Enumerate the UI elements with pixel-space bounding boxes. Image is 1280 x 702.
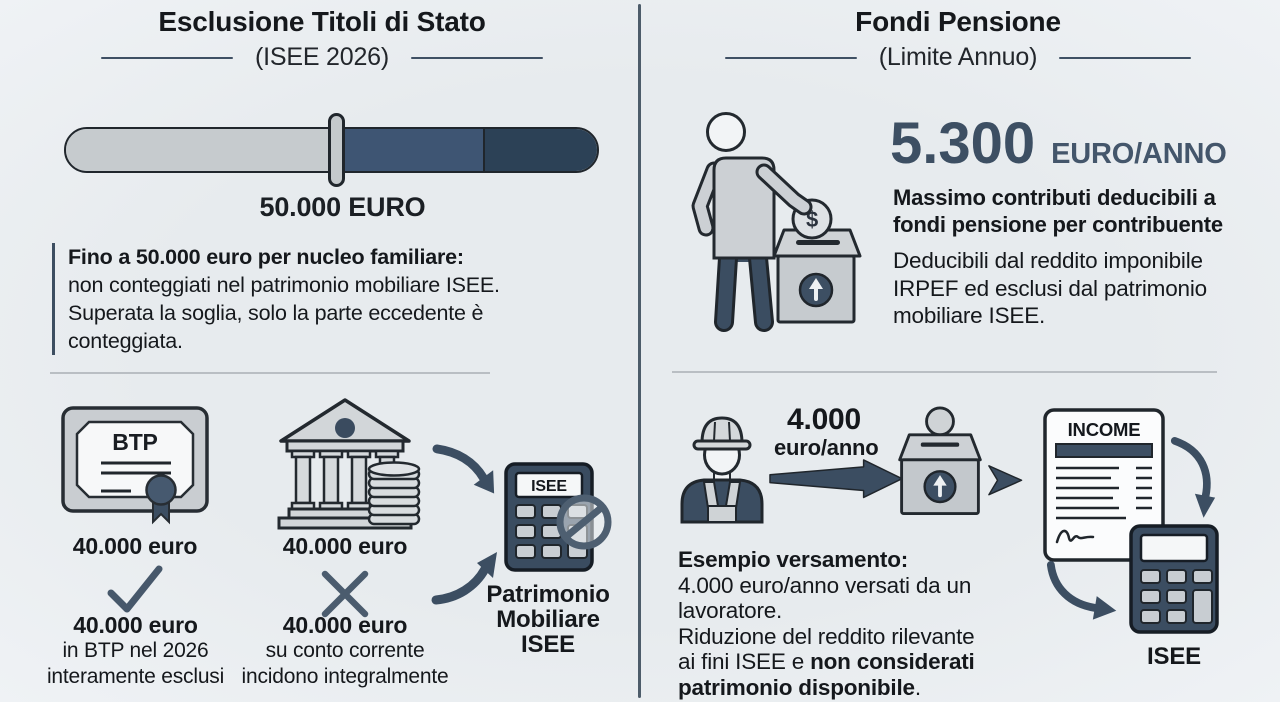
example-line: ai fini ISEE e non considerati [678, 649, 975, 675]
example-lead: Esempio versamento: [678, 547, 909, 572]
max-label-line: fondi pensione per contribuente [893, 212, 1223, 237]
left-panel-subtitle: (ISEE 2026) [255, 43, 389, 71]
curved-arrow-right-icon [1044, 560, 1128, 623]
right-panel-title: Fondi Pensione [855, 6, 1061, 37]
subtitle-rule-left [101, 57, 233, 59]
max-label-line: Massimo contributi deducibili a [893, 185, 1216, 210]
isee-calculator-icon [1128, 523, 1220, 635]
btp-result-block [28, 612, 243, 690]
caption-line: Patrimonio [486, 581, 610, 608]
calculator-display-label: ISEE [531, 478, 567, 495]
btp-result-lead: 40.000 euro [73, 612, 198, 638]
subtitle-rule-right [1059, 57, 1191, 59]
bank-icon [271, 397, 419, 531]
left-section-divider [50, 372, 490, 374]
coin-stack-icon [369, 463, 419, 525]
right-section-divider [672, 371, 1217, 373]
left-panel-subtitle-row [22, 43, 622, 72]
bank-result-block [232, 612, 458, 690]
curved-arrow-down-icon [1168, 437, 1218, 524]
example-line: lavoratore. [678, 598, 783, 624]
example-text-block [678, 547, 1033, 701]
example-line: patrimonio disponibile. [678, 674, 921, 700]
btp-amount: 40.000 euro [72, 533, 198, 559]
btp-result-line: interamente esclusi [46, 665, 225, 688]
subtitle-rule-right [411, 57, 543, 59]
document-title: INCOME [1067, 419, 1141, 440]
bank-result-line: incidono integralmente [241, 665, 449, 688]
btp-result-line: in BTP nel 2026 [62, 639, 209, 662]
panel-divider [638, 4, 641, 698]
example-amount [774, 403, 879, 460]
bank-result-line: su conto corrente [265, 639, 425, 662]
certificate-label: BTP [112, 429, 158, 455]
certificate-icon [59, 403, 211, 523]
right-panel-subtitle: (Limite Annuo) [878, 43, 1038, 71]
coin-symbol: $ [805, 207, 819, 232]
person-deposit-icon [676, 106, 881, 336]
isee-caption: ISEE [1147, 643, 1201, 670]
example-line: Riduzione del reddito rilevante [678, 623, 975, 649]
ribbon-seal-icon [147, 476, 176, 523]
bank-amount: 40.000 euro [282, 533, 408, 559]
caption-line: ISEE [521, 631, 575, 658]
right-panel-subtitle-row [658, 43, 1258, 72]
example-amount-unit: euro/anno [774, 435, 879, 460]
checkmark-icon [105, 563, 165, 615]
annual-limit-unit: EURO/ANNO [1051, 138, 1227, 170]
bank-result-lead: 40.000 euro [282, 612, 408, 638]
caption-line: Mobiliare [496, 606, 600, 633]
desc-line: mobiliare ISEE. [893, 303, 1046, 328]
curved-arrow-top-icon [432, 445, 498, 507]
slider-segment-below-threshold [66, 129, 337, 171]
example-amount-value: 4.000 [786, 403, 862, 436]
donation-box-icon [774, 230, 860, 322]
left-panel-title: Esclusione Titoli di Stato [158, 6, 486, 37]
note-line: non conteggiati nel patrimonio mobiliare ISEE. [68, 273, 500, 297]
chevron-arrow-icon [986, 462, 1036, 499]
desc-line: IRPEF ed esclusi dal patrimonio [893, 275, 1207, 301]
left-note-block [52, 243, 532, 355]
isee-outcome-caption [480, 582, 616, 657]
worker-icon [678, 410, 766, 522]
annual-limit-headline [890, 110, 1227, 177]
subtitle-rule-left [725, 57, 857, 59]
prohibition-icon [553, 491, 615, 553]
slider-segment-above-threshold [337, 129, 483, 171]
annual-limit-value: 5.300 [890, 111, 1036, 176]
example-line: 4.000 euro/anno versati da un [678, 572, 972, 598]
donation-box-icon [892, 406, 988, 519]
deduction-description [893, 247, 1238, 330]
note-lead: Fino a 50.000 euro per nucleo familiare: [68, 245, 464, 269]
threshold-label: 50.000 EURO [259, 192, 426, 222]
note-line: conteggiata. [68, 329, 183, 353]
slider-handle [328, 113, 345, 187]
long-arrow-icon [768, 458, 906, 499]
slider-segment-far-above-threshold [483, 129, 597, 171]
max-contribution-label [893, 184, 1233, 238]
note-line: Superata la soglia, solo la parte eccedente è [68, 301, 484, 325]
desc-line: Deducibili dal reddito imponibile [893, 248, 1203, 273]
